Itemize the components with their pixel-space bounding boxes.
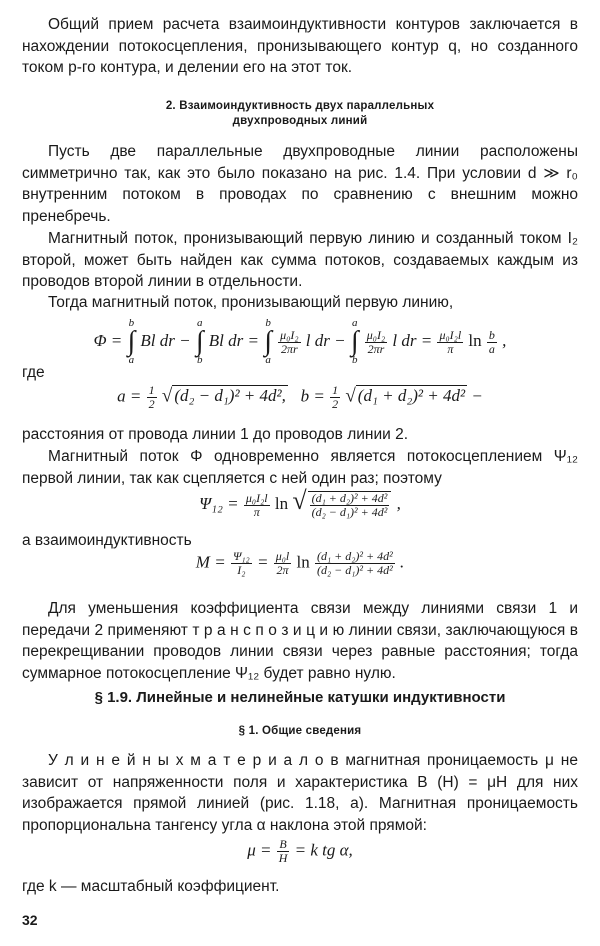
fraction-denominator: 2πr xyxy=(367,341,385,356)
fraction-numerator: b xyxy=(488,327,495,342)
fraction-denominator: 2 xyxy=(148,397,155,411)
fraction-denominator: a xyxy=(488,341,495,356)
paragraph-psi: Магнитный поток Φ одновременно является потокосцеплением Ψ₁₂ первой линии, так как сцепляется с ней один раз; поэтому xyxy=(22,448,578,487)
a-radicand: (d₂ − d₁)² + 4d², xyxy=(174,386,286,406)
phi-term-4-tail: l dr = xyxy=(392,330,433,350)
fraction-denominator: 2π xyxy=(276,563,289,577)
integral-3-upper: b xyxy=(265,317,271,329)
phi-lhs: Φ = xyxy=(93,330,123,350)
fraction-denominator: 2πr xyxy=(281,341,298,356)
paragraph-linear: У л и н е й н ы х м а т е р и а л о в магнитная проницаемость μ не зависит от напряженности поля и характеристика B (H) = μH для них изображается прямой линией (рис. 1.18, а). Магнитная проницаемость пропорциональна тангенсу угла α наклона этой прямой: xyxy=(22,752,578,834)
integral-1-lower: a xyxy=(128,354,135,366)
formula-psi12 xyxy=(0,486,600,528)
b-lhs: b = xyxy=(300,386,325,406)
m-equals: = xyxy=(256,552,269,572)
fraction-numerator: (d₁ + d₂)² + 4d² xyxy=(311,491,388,506)
integral-4 xyxy=(351,318,359,366)
integral-sign: ∫ xyxy=(195,326,204,357)
fraction-numerator: μ₀I₂l xyxy=(245,490,268,505)
fraction-numerator: μ₀l xyxy=(275,549,290,563)
formula-mu xyxy=(0,838,600,872)
fraction-numerator: μ₀I₂ xyxy=(280,327,299,342)
fraction-numerator: 1 xyxy=(148,383,155,397)
m-fraction-3 xyxy=(315,550,395,577)
subsection-heading-1: § 1. Общие сведения xyxy=(238,725,362,737)
sqrt-icon: √ xyxy=(345,385,356,407)
integral-3-lower: a xyxy=(265,354,271,366)
phi-term-3-tail: l dr − xyxy=(305,330,346,350)
phi-ln: ln xyxy=(468,330,482,350)
phi-fraction-4 xyxy=(365,329,387,356)
paragraph-mutual: а взаимоиндуктивность xyxy=(22,532,192,549)
sqrt-icon: √ xyxy=(292,486,307,515)
integral-2-lower: b xyxy=(196,354,203,366)
phi-term-1: Bl dr − xyxy=(140,330,191,350)
fraction-denominator: π xyxy=(253,504,260,519)
integral-sign: ∫ xyxy=(127,326,136,357)
fraction-numerator: μ₀I₂ xyxy=(366,327,386,342)
integral-1-upper: b xyxy=(128,317,135,329)
integral-4-upper: a xyxy=(351,317,358,329)
phi-fraction-5 xyxy=(437,329,463,356)
fraction-denominator: I₂ xyxy=(237,563,246,577)
formula-m xyxy=(0,550,600,588)
integral-sign: ∫ xyxy=(350,326,359,357)
fraction-numerator: μ₀I₂l xyxy=(439,327,462,342)
psi-ln: ln xyxy=(274,494,289,513)
half-fraction-a xyxy=(147,384,157,411)
psi-lhs: Ψ₁₂ = xyxy=(199,494,239,513)
paragraph-flux: Магнитный поток, пронизывающий первую линию и созданный током I₂ второй, может быть найден как сумма потоков, создаваемых каждым из проводов второй линии в отдельности. xyxy=(22,230,578,290)
a-lhs: a = xyxy=(117,386,142,406)
paragraph-lines: Пусть две параллельные двухпроводные линии расположены симметрично так, как это было показано на рис. 1.4. При условии d ≫ r₀ внутренним потоком в проводах по сравнению с внешним можно пренебречь. xyxy=(22,143,578,225)
psi-fraction-1 xyxy=(244,492,270,519)
half-fraction-b xyxy=(330,384,340,411)
paragraph-then: Тогда магнитный поток, пронизывающий первую линию, xyxy=(48,294,454,311)
fraction-numerator: B xyxy=(277,838,290,852)
m-lhs: M = xyxy=(195,552,226,572)
integral-3 xyxy=(264,318,272,366)
mu-lhs: μ = xyxy=(247,840,272,860)
fraction-denominator: (d₂ − d₁)² + 4d² xyxy=(316,563,393,577)
sqrt-icon: √ xyxy=(161,385,173,407)
formula-a-b xyxy=(0,384,600,414)
integral-sign: ∫ xyxy=(264,326,272,357)
m-end: . xyxy=(399,552,405,572)
integral-2 xyxy=(196,318,204,366)
section-heading-1-9: § 1.9. Линейные и нелинейные катушки индуктивности xyxy=(94,689,506,706)
page-number: 32 xyxy=(22,912,38,928)
ab-tail: − xyxy=(471,386,483,406)
phi-term-2: Bl dr = xyxy=(208,330,259,350)
m-fraction-2 xyxy=(274,550,292,577)
mu-fraction xyxy=(277,838,290,865)
psi-fraction-inner xyxy=(308,491,392,519)
label-where: где xyxy=(22,364,45,381)
subsection-heading-2: 2. Взаимоиндуктивность двух параллельных двухпроводных линий xyxy=(165,100,435,127)
m-ln: ln xyxy=(296,552,310,572)
paragraph-k: где k — масштабный коэффициент. xyxy=(22,878,280,895)
phi-end: , xyxy=(502,330,507,350)
fraction-denominator: (d₂ − d₁)² + 4d² xyxy=(311,505,388,520)
phi-fraction-6 xyxy=(487,329,497,356)
fraction-numerator: Ψ₁₂ xyxy=(232,549,250,563)
integral-2-upper: a xyxy=(196,317,203,329)
fraction-numerator: (d₁ + d₂)² + 4d² xyxy=(316,549,393,563)
fraction-numerator: 1 xyxy=(332,383,339,397)
psi-end: , xyxy=(396,494,401,513)
paragraph-intro: Общий прием расчета взаимоиндуктивности контуров заключается в нахождении потокосцепления, пронизывающего контур q, но созданного током p-го контура, и делении его на этот ток. xyxy=(22,16,578,76)
fraction-denominator: π xyxy=(447,341,454,356)
mu-rhs: = k tg α, xyxy=(294,840,353,860)
fraction-denominator: 2 xyxy=(332,397,339,411)
fraction-denominator: H xyxy=(278,851,288,865)
m-fraction-1 xyxy=(231,550,252,577)
integral-4-lower: b xyxy=(351,354,358,366)
integral-1 xyxy=(128,318,136,366)
formula-phi xyxy=(0,317,600,366)
phi-fraction-3 xyxy=(278,329,300,356)
b-radicand: (d₁ + d₂)² + 4d² xyxy=(357,386,466,406)
paragraph-distances: расстояния от провода линии 1 до проводов линии 2. xyxy=(22,426,409,443)
paragraph-transpose: Для уменьшения коэффициента связи между линиями связи 1 и передачи 2 применяют т р а н с п о з и ц и ю линии связи, заключающуюся в перекрещивании проводов линии связи через равные расстояния; тогда суммарное потокосцепление Ψ₁₂ будет равно нулю. xyxy=(22,600,578,682)
